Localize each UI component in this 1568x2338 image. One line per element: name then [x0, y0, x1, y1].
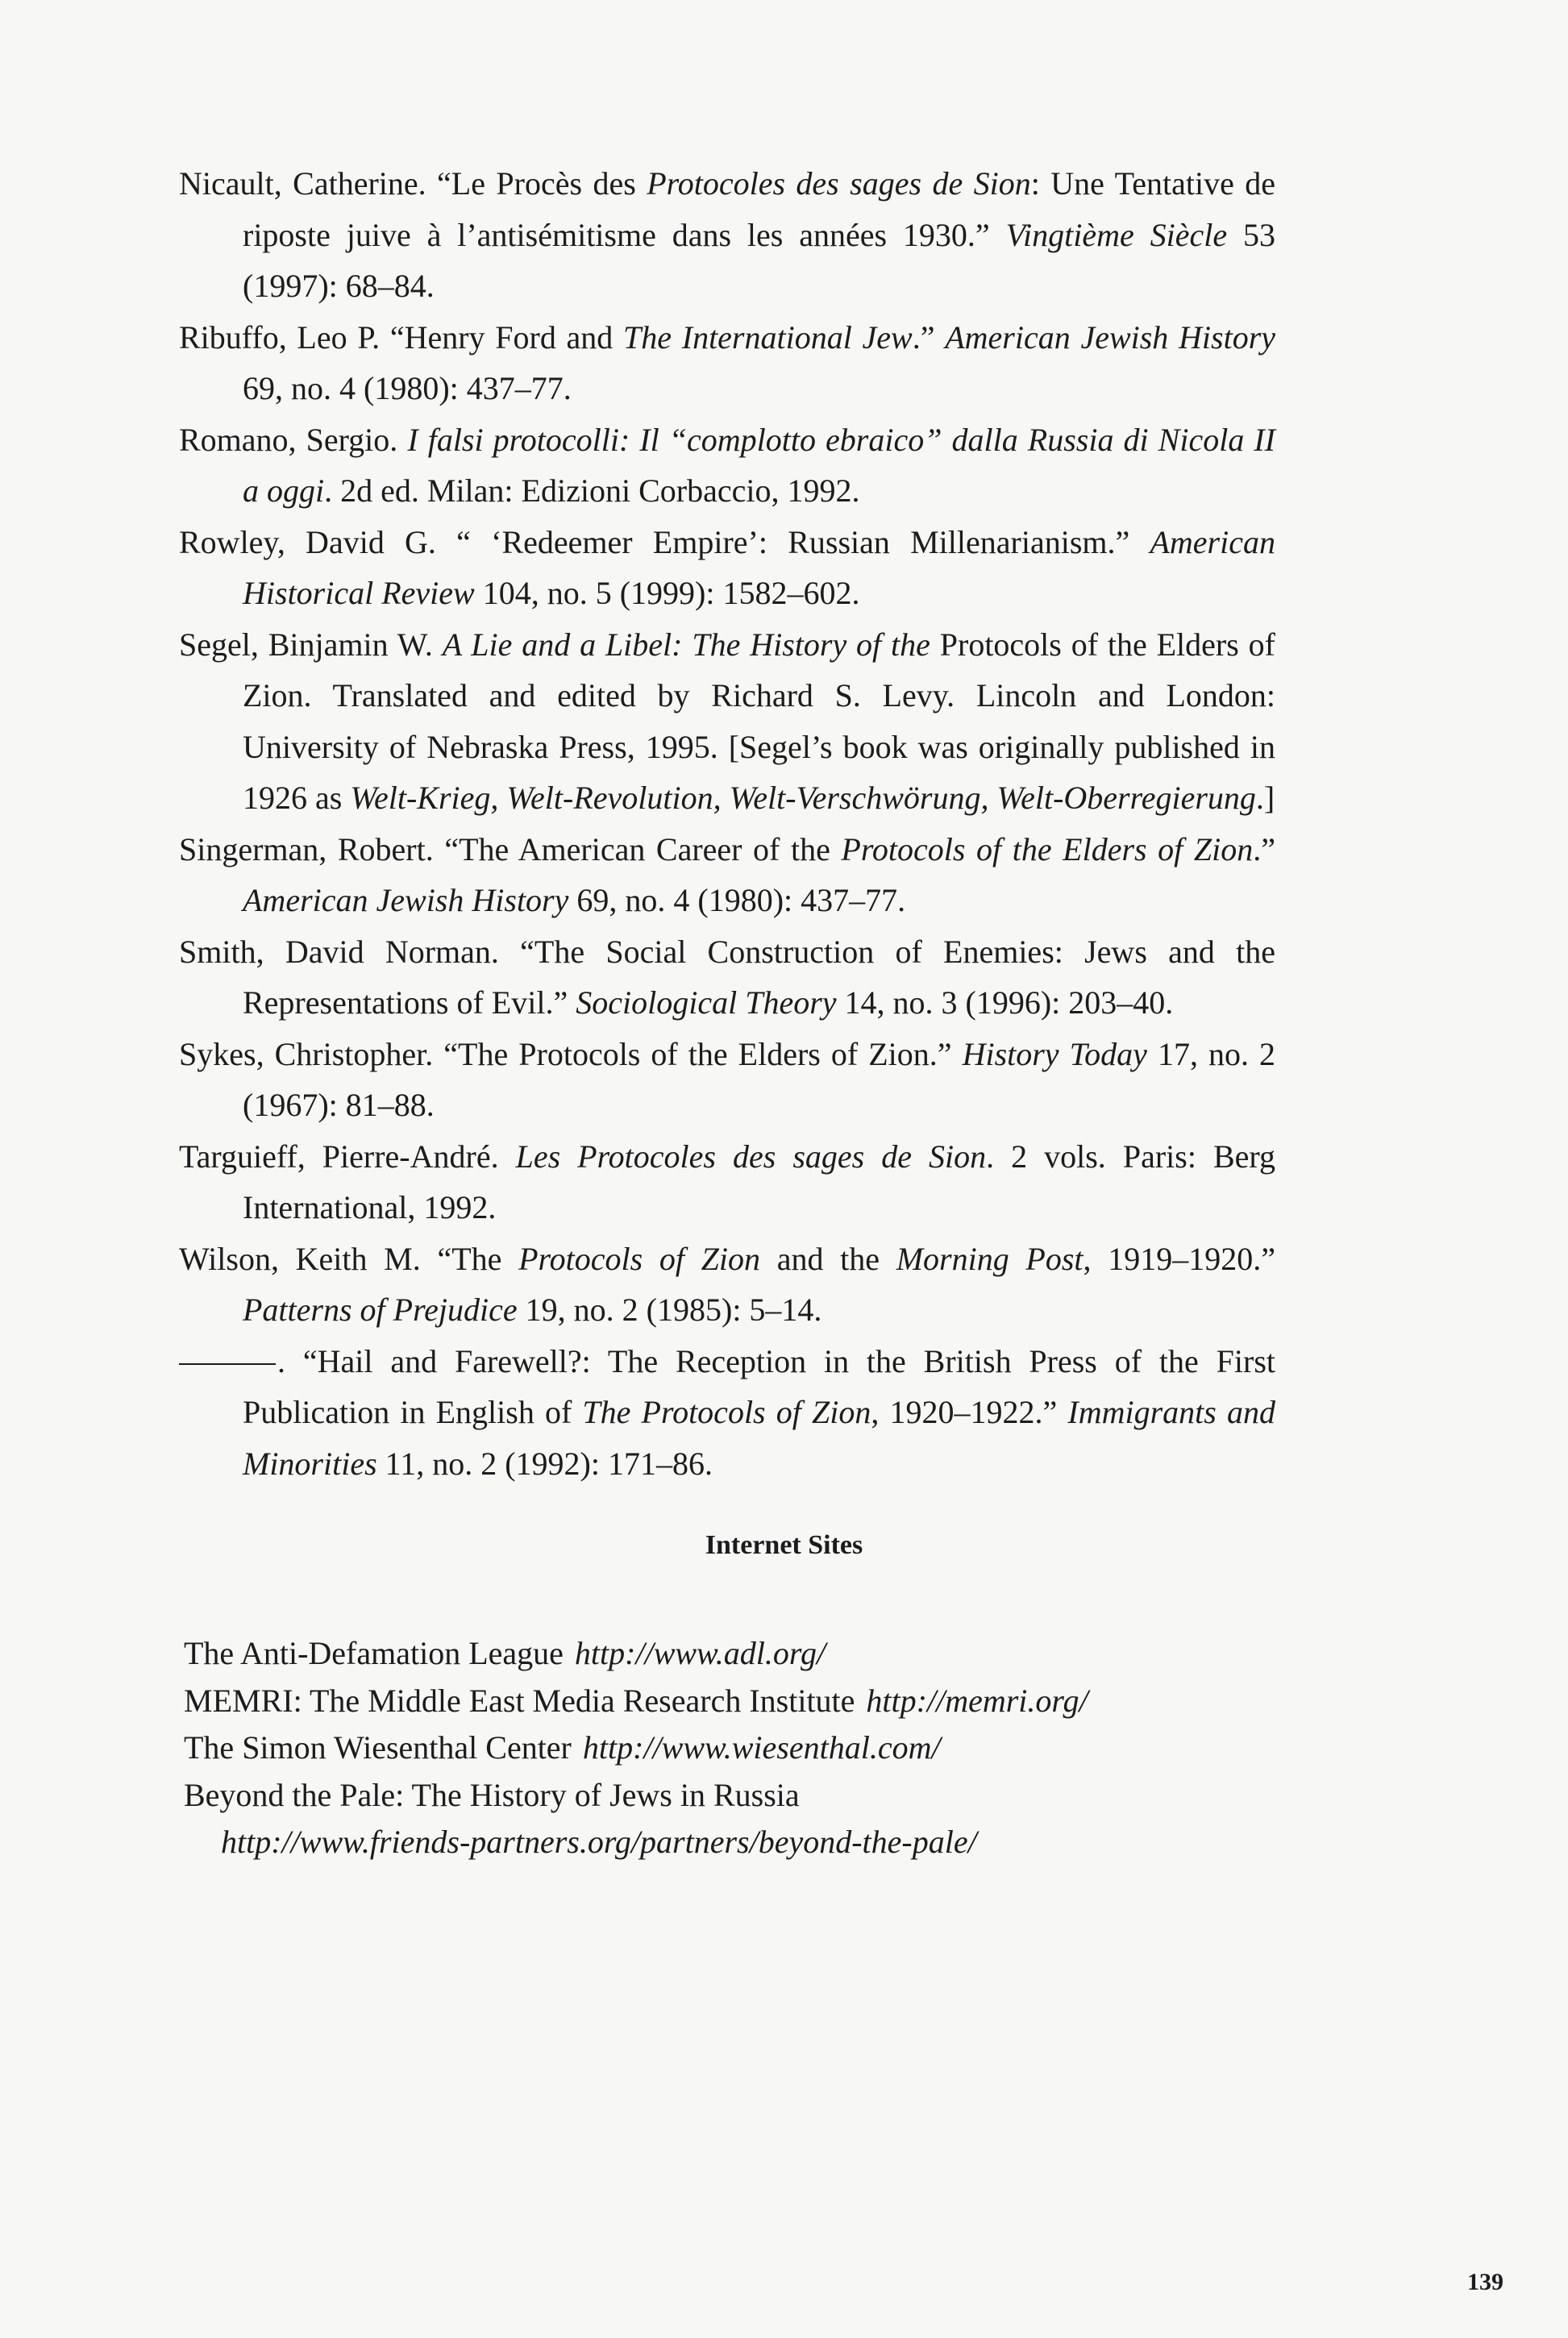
- citation-text: Smith, David Norman. “The Social Construction of Enemies: Jews and the Representations of Evil.”: [179, 933, 1275, 1021]
- citation-text: Targuieff, Pierre-André.: [179, 1138, 516, 1175]
- internet-sites-list: [184, 1630, 1280, 1866]
- italic-title: History Today: [962, 1035, 1147, 1072]
- italic-title: The International Jew: [623, 318, 913, 356]
- citation-text: 14, no. 3 (1996): 203–40.: [836, 984, 1174, 1021]
- bibliography-entry: [179, 414, 1275, 517]
- italic-title: Welt-Krieg, Welt-Revolution, Welt-Verschwörung, Welt-Oberregierung: [350, 780, 1256, 816]
- site-url-link[interactable]: http://memri.org/: [866, 1682, 1088, 1719]
- citation-text: and the: [760, 1240, 896, 1277]
- citation-text: .”: [912, 318, 946, 356]
- bibliography-entry: [179, 1233, 1275, 1336]
- citation-text: .”: [1253, 830, 1275, 867]
- bibliography-entry: [179, 824, 1275, 926]
- citation-text: 53 (1997): 68–84.: [243, 216, 1275, 304]
- site-name: The Anti-Defamation League: [184, 1635, 564, 1671]
- italic-title: American Jewish History: [243, 882, 569, 918]
- italic-title: The Protocols of Zion: [582, 1394, 871, 1430]
- site-url-link[interactable]: http://www.friends-partners.org/partners/beyond-the-pale/: [221, 1824, 977, 1860]
- italic-title: Protocols of the Elders of Zion: [841, 830, 1254, 867]
- italic-title: Protocoles des sages de Sion: [647, 165, 1031, 202]
- section-title-internet-sites: Internet Sites: [705, 1530, 863, 1560]
- bibliography-entry: [179, 1336, 1275, 1490]
- citation-text: . 2 vols. Paris: Berg International, 1992.: [243, 1138, 1275, 1225]
- internet-site-item: [184, 1772, 1280, 1866]
- italic-title: I falsi protocolli: Il “complotto ebraico” dalla Russia di Nicola II a oggi: [243, 421, 1275, 509]
- bibliography-entry: [179, 517, 1275, 619]
- site-name: Beyond the Pale: The History of Jews in Russia: [184, 1776, 800, 1813]
- site-name: MEMRI: The Middle East Media Research Institute: [184, 1682, 855, 1719]
- citation-text: , 1919–1920.”: [1083, 1240, 1275, 1277]
- citation-text: : Une Tentative de riposte juive à l’antisémitisme dans les années 1930.”: [243, 165, 1276, 253]
- bibliography-entry: [179, 1131, 1275, 1233]
- site-url-link[interactable]: http://www.wiesenthal.com/: [582, 1729, 941, 1766]
- citation-text: Romano, Sergio.: [179, 421, 408, 458]
- bibliography-entry: [179, 312, 1275, 414]
- citation-text: Singerman, Robert. “The American Career of the: [179, 830, 842, 867]
- repeat-author-dash: [179, 1363, 276, 1365]
- citation-text: Sykes, Christopher. “The Protocols of the Elders of Zion.”: [179, 1035, 963, 1072]
- italic-title: American Historical Review: [243, 523, 1275, 611]
- site-name: The Simon Wiesenthal Center: [184, 1729, 572, 1766]
- italic-title: Les Protocoles des sages de Sion: [515, 1138, 987, 1175]
- italic-title: A Lie and a Libel: The History of the: [442, 626, 930, 663]
- citation-text: Rowley, David G. “ ‘Redeemer Empire’: Russian Millenarianism.”: [179, 523, 1150, 560]
- italic-title: Vingtième Siècle: [1005, 216, 1228, 253]
- citation-text: Protocols of the Elders of Zion. Translated and edited by Richard S. Levy. Lincoln and London: University of Nebraska Press, 1995. [Segel’s book was originally published in 1926 as: [243, 626, 1275, 816]
- bibliography-list: [179, 158, 1275, 1489]
- citation-text: .]: [1255, 780, 1275, 816]
- citation-text: 104, no. 5 (1999): 1582–602.: [474, 575, 860, 611]
- italic-title: Patterns of Prejudice: [243, 1292, 518, 1328]
- italic-title: American Jewish History: [945, 318, 1276, 356]
- site-url-link[interactable]: http://www.adl.org/: [574, 1635, 826, 1671]
- citation-text: . “Hail and Farewell?: The Reception in the British Press of the First Publication in English of: [243, 1342, 1275, 1430]
- citation-text: Wilson, Keith M. “The: [179, 1240, 519, 1277]
- citation-text: 11, no. 2 (1992): 171–86.: [376, 1445, 713, 1482]
- citation-text: 17, no. 2 (1967): 81–88.: [243, 1035, 1276, 1123]
- italic-title: Protocols of Zion: [518, 1240, 761, 1277]
- citation-text: Ribuffo, Leo P. “Henry Ford and: [179, 318, 624, 356]
- citation-text: Segel, Binjamin W.: [179, 626, 443, 663]
- citation-text: 69, no. 4 (1980): 437–77.: [243, 370, 572, 406]
- page-number: 139: [1467, 2269, 1504, 2295]
- citation-text: . 2d ed. Milan: Edizioni Corbaccio, 1992.: [324, 472, 860, 509]
- bibliography-entry: [179, 1029, 1275, 1131]
- italic-title: Sociological Theory: [576, 984, 837, 1021]
- italic-title: Immigrants and Minorities: [243, 1394, 1275, 1482]
- internet-site-item: [184, 1724, 1280, 1772]
- citation-text: 69, no. 4 (1980): 437–77.: [568, 882, 906, 918]
- internet-site-item: [184, 1678, 1280, 1725]
- citation-text: Nicault, Catherine. “Le Procès des: [179, 165, 647, 202]
- citation-text: 19, no. 2 (1985): 5–14.: [517, 1292, 822, 1328]
- bibliography-entry: [179, 926, 1275, 1029]
- italic-title: Morning Post: [896, 1240, 1083, 1277]
- internet-site-item: [184, 1630, 1280, 1678]
- bibliography-entry: [179, 619, 1275, 824]
- bibliography-entry: [179, 158, 1275, 312]
- citation-text: , 1920–1922.”: [871, 1394, 1068, 1430]
